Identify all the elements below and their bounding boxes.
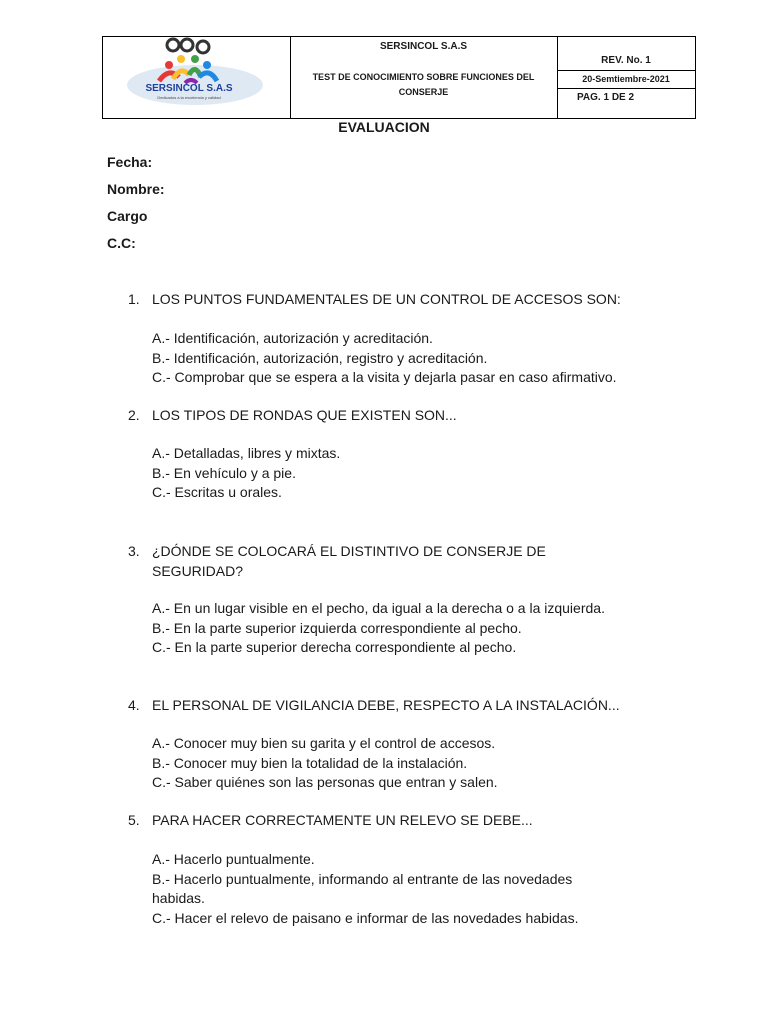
company-name: SERSINCOL S.A.S <box>379 41 468 52</box>
question-text: EL PERSONAL DE VIGILANCIA DEBE, RESPECTO A LA INSTALACIÓN... <box>152 697 620 713</box>
document-title <box>290 70 557 100</box>
answer-list <box>152 599 605 658</box>
answer-option: A.- Conocer muy bien su garita y el control de accesos. <box>152 735 496 751</box>
question-text: LOS TIPOS DE RONDAS QUE EXISTEN SON... <box>152 407 457 423</box>
question-number: 2. <box>128 407 140 423</box>
answer-list <box>152 444 340 503</box>
answer-option: A.- Hacerlo puntualmente. <box>152 851 315 867</box>
question-text-line: ¿DÓNDE SE COLOCARÁ EL DISTINTIVO DE CONSERJE DE <box>152 543 546 559</box>
answer-option: B.- Identificación, autorización, registro y acreditación. <box>152 349 488 366</box>
logo-cell <box>103 37 291 118</box>
answer-list <box>152 850 578 928</box>
answer-option: C.- Comprobar que se espera a la visita y dejarla pasar en caso afirmativo. <box>152 369 617 385</box>
revision-number: REV. No. 1 <box>557 37 695 71</box>
answer-list <box>152 734 498 793</box>
company-logo <box>103 37 290 118</box>
answer-option: B.- Conocer muy bien la totalidad de la instalación. <box>152 754 468 771</box>
answer-option: C.- Hacer el relevo de paisano e informar de las novedades habidas. <box>152 909 579 926</box>
answer-list <box>152 329 617 388</box>
answer-option: A.- En un lugar visible en el pecho, da igual a la derecha o a la izquierda. <box>152 600 605 616</box>
question-text-line: SEGURIDAD? <box>152 562 244 579</box>
answer-option: C.- Saber quiénes son las personas que entran y salen. <box>152 774 498 790</box>
document-title-line1: TEST DE CONOCIMIENTO SOBRE FUNCIONES DEL <box>312 72 535 82</box>
revision-cell <box>557 37 695 118</box>
field-id: C.C: <box>107 235 136 251</box>
answer-option: B.- En la parte superior izquierda correspondiente al pecho. <box>152 619 522 636</box>
answer-option: C.- En la parte superior derecha correspondiente al pecho. <box>152 639 517 655</box>
question-number: 1. <box>128 291 140 307</box>
logo-tagline: Dedicados a la excelencia y calidad <box>157 95 221 100</box>
field-date: Fecha: <box>107 154 153 170</box>
question-text <box>152 542 622 581</box>
revision-date: 20-Semtiembre-2021 <box>557 71 695 89</box>
evaluation-title: EVALUACION <box>338 119 430 135</box>
field-position: Cargo <box>107 208 148 224</box>
answer-option: B.- Hacerlo puntualmente, informando al entrante de las novedades <box>152 870 573 887</box>
document-header <box>102 36 696 119</box>
answer-option: B.- En vehículo y a pie. <box>152 464 296 481</box>
question-text: PARA HACER CORRECTAMENTE UN RELEVO SE DEBE... <box>152 812 533 828</box>
answer-option: A.- Identificación, autorización y acreditación. <box>152 330 433 346</box>
field-name: Nombre: <box>107 181 165 197</box>
question-number: 5. <box>128 812 140 828</box>
title-cell <box>290 37 558 118</box>
answer-option: habidas. <box>152 890 205 906</box>
question-text: LOS PUNTOS FUNDAMENTALES DE UN CONTROL DE ACCESOS SON: <box>152 291 621 307</box>
question-number: 4. <box>128 697 140 713</box>
logo-text: SERSINCOL S.A.S <box>145 83 233 94</box>
page-number: PAG. 1 DE 2 <box>577 92 635 103</box>
answer-option: C.- Escritas u orales. <box>152 484 282 500</box>
answer-option: A.- Detalladas, libres y mixtas. <box>152 445 341 461</box>
personal-fields <box>107 154 165 262</box>
question-number: 3. <box>128 543 140 559</box>
document-title-line2: CONSERJE <box>398 87 449 97</box>
